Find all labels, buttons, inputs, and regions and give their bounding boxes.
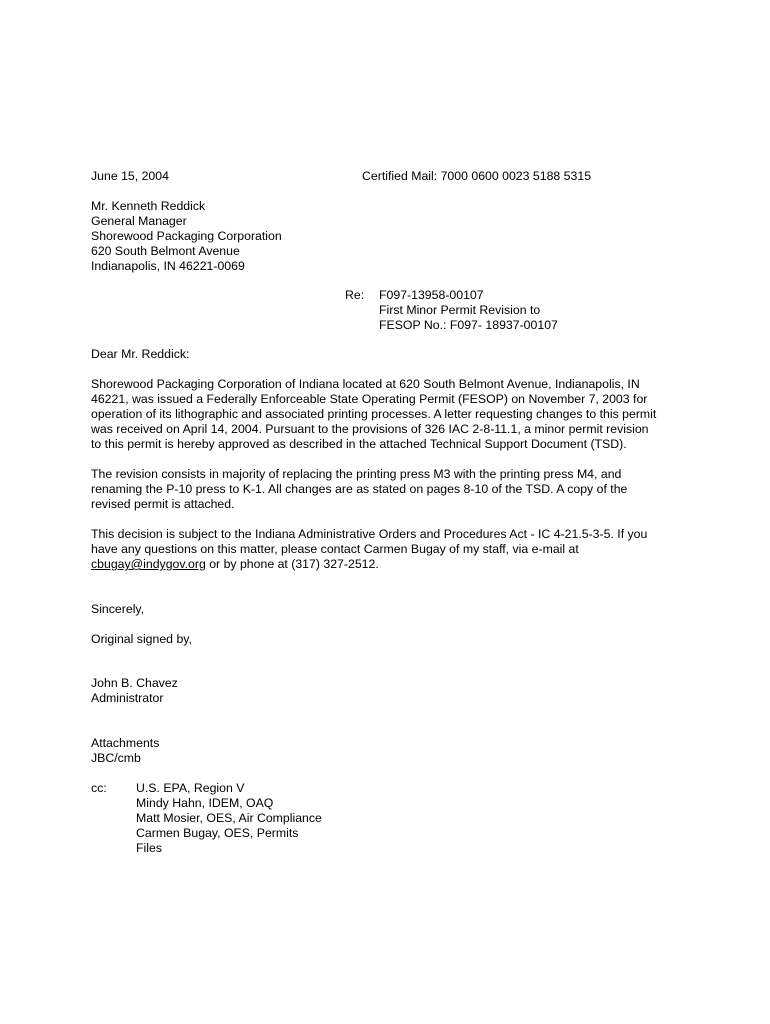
paragraph-line: to this permit is hereby approved as described in the attached Technical Support Document (TSD). [91,437,627,451]
paragraph-line: was received on April 14, 2004. Pursuant to the provisions of 326 IAC 2-8-11.1, a minor permit revision [91,422,649,436]
recipient-title: General Manager [91,214,187,228]
phone-text: or by phone at (317) 327-2512. [205,557,379,571]
recipient-address [91,199,282,274]
signed-note: Original signed by, [91,632,192,646]
letter-date: June 15, 2004 [91,169,169,183]
initials: JBC/cmb [91,751,141,765]
paragraph-line: revised permit is attached. [91,497,235,511]
cc-recipient: Mindy Hahn, IDEM, OAQ [136,796,274,810]
paragraph-revision [91,467,691,512]
attachments-label: Attachments [91,736,160,750]
recipient-company: Shorewood Packaging Corporation [91,229,282,243]
paragraph-line: Shorewood Packaging Corporation of Indiana located at 620 South Belmont Avenue, Indianapolis, IN [91,377,640,391]
cc-recipient: Matt Mosier, OES, Air Compliance [136,811,322,825]
attachments-block [91,736,159,766]
re-block [379,288,558,333]
email-link[interactable]: cbugay@indygov.org [91,557,206,571]
certified-mail-number: Certified Mail: 7000 0600 0023 5188 5315 [362,169,592,183]
re-revision-title: First Minor Permit Revision to [379,303,541,317]
cc-recipient: U.S. EPA, Region V [136,781,245,795]
recipient-name: Mr. Kenneth Reddick [91,199,206,213]
paragraph-permit-issued [91,377,691,452]
cc-recipient: Files [136,841,162,855]
re-permit-number: F097-13958-00107 [379,288,484,302]
closing: Sincerely, [91,602,145,616]
cc-list [136,781,322,856]
cc-recipient: Carmen Bugay, OES, Permits [136,826,299,840]
signer-block [91,676,178,706]
paragraph-line: This decision is subject to the Indiana Administrative Orders and Procedures Act - IC 4-21.5-3-5. If you [91,527,648,541]
recipient-city-state-zip: Indianapolis, IN 46221-0069 [91,259,245,273]
paragraph-line: have any questions on this matter, please contact Carmen Bugay of my staff, via e-mail at [91,542,579,556]
signer-name: John B. Chavez [91,676,178,690]
paragraph-line: The revision consists in majority of replacing the printing press M3 with the printing press M4, and [91,467,622,481]
paragraph-line: operation of its lithographic and associated printing processes. A letter requesting changes to this permit [91,407,657,421]
paragraph-line: renaming the P-10 press to K-1. All changes are as stated on pages 8-10 of the TSD. A copy of the [91,482,628,496]
paragraph-line-email [91,557,691,572]
re-label: Re: [345,288,365,302]
re-fesop-number: FESOP No.: F097- 18937-00107 [379,318,558,332]
paragraph-contact [91,527,691,572]
cc-label: cc: [91,781,107,795]
paragraph-line: 46221, was issued a Federally Enforceable State Operating Permit (FESOP) on November 7, 2003 for [91,392,648,406]
recipient-street: 620 South Belmont Avenue [91,244,240,258]
salutation: Dear Mr. Reddick: [91,347,190,361]
signer-title: Administrator [91,691,164,705]
